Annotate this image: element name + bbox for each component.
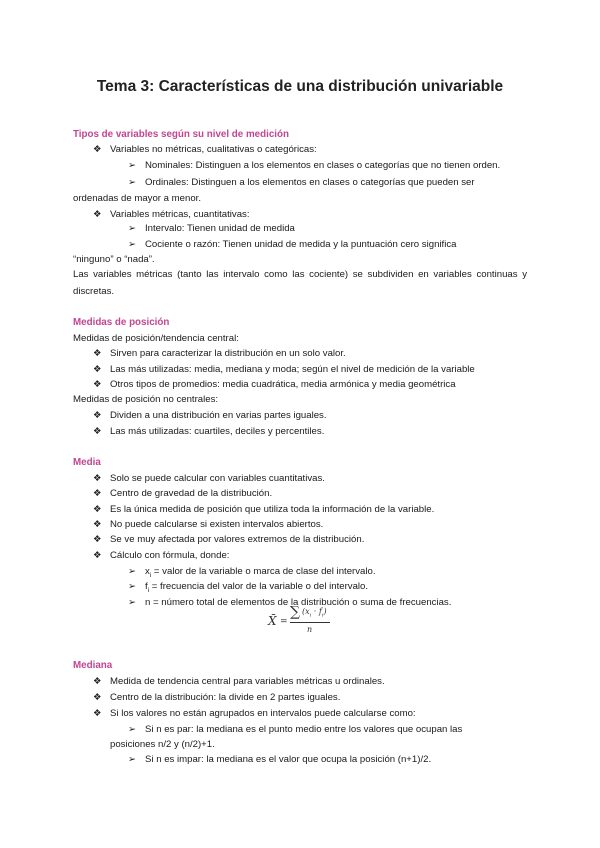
- bullet-diamond-icon: ❖: [93, 550, 102, 561]
- bullet-diamond-icon: ❖: [93, 488, 102, 499]
- list-item: No puede calcularse si existen intervalos abiertos.: [110, 519, 324, 530]
- arrow-bullet-icon: ➢: [128, 160, 136, 171]
- list-item: Medida de tendencia central para variables métricas u ordinales.: [110, 676, 385, 687]
- arrow-bullet-icon: ➢: [128, 223, 136, 234]
- bullet-diamond-icon: ❖: [93, 504, 102, 515]
- arrow-bullet-icon: ➢: [128, 724, 136, 735]
- paragraph-continuation: discretas.: [73, 286, 115, 297]
- list-item: Variables no métricas, cualitativas o categóricas:: [110, 144, 317, 155]
- list-item: Nominales: Distinguen a los elementos en clases o categorías que no tienen orden.: [145, 160, 501, 171]
- bullet-diamond-icon: ❖: [93, 534, 102, 545]
- list-item: Centro de la distribución: la divide en 2 partes iguales.: [110, 692, 341, 703]
- arrow-bullet-icon: ➢: [128, 566, 136, 577]
- list-item: Cálculo con fórmula, donde:: [110, 550, 230, 561]
- list-item: Cociente o razón: Tienen unidad de medida y la puntuación cero significa: [145, 239, 457, 250]
- list-item: Ordinales: Distinguen a los elementos en clases o categorías que pueden ser: [145, 177, 475, 188]
- list-item: Intervalo: Tienen unidad de medida: [145, 223, 295, 234]
- subheading: Medidas de posición/tendencia central:: [73, 333, 239, 344]
- bullet-diamond-icon: ❖: [93, 410, 102, 421]
- section-heading-tipos-variables: Tipos de variables según su nivel de medición: [73, 129, 289, 140]
- list-item: Si n es impar: la mediana es el valor que ocupa la posición (n+1)/2.: [145, 754, 432, 765]
- bullet-diamond-icon: ❖: [93, 708, 102, 719]
- formula-equals: =: [280, 617, 288, 627]
- list-item: Si los valores no están agrupados en intervalos puede calcularse como:: [110, 708, 416, 719]
- list-item: Centro de gravedad de la distribución.: [110, 488, 273, 499]
- formula-fraction-bar: [290, 622, 330, 623]
- list-item-continuation: “ninguno” o “nada”.: [73, 254, 155, 265]
- bullet-diamond-icon: ❖: [93, 348, 102, 359]
- bullet-diamond-icon: ❖: [93, 364, 102, 375]
- section-heading-mediana: Mediana: [73, 660, 113, 671]
- list-item: $f_i$ = frecuencia del valor de la variable o del intervalo.: [145, 581, 369, 594]
- arrow-bullet-icon: ➢: [128, 597, 136, 608]
- list-item: Si n es par: la mediana es el punto medio entre los valores que ocupan las: [145, 724, 463, 735]
- bullet-diamond-icon: ❖: [93, 519, 102, 530]
- list-item: Otros tipos de promedios: media cuadrática, media armónica y media geométrica: [110, 379, 456, 390]
- formula-numerator: $(x_i \cdot f_i)$: [302, 607, 327, 619]
- formula-lhs: X̄: [268, 614, 277, 628]
- bullet-diamond-icon: ❖: [93, 426, 102, 437]
- formula-denominator: n: [307, 625, 313, 634]
- formula-sum-icon: ∑: [290, 604, 300, 620]
- arrow-bullet-icon: ➢: [128, 239, 136, 250]
- list-item: Variables métricas, cuantitativas:: [110, 209, 250, 220]
- section-heading-medidas-posicion: Medidas de posición: [73, 317, 170, 328]
- arrow-bullet-icon: ➢: [128, 177, 136, 188]
- list-item: Dividen a una distribución en varias partes iguales.: [110, 410, 327, 421]
- bullet-diamond-icon: ❖: [93, 144, 102, 155]
- list-item: Se ve muy afectada por valores extremos de la distribución.: [110, 534, 365, 545]
- bullet-diamond-icon: ❖: [93, 379, 102, 390]
- bullet-diamond-icon: ❖: [93, 473, 102, 484]
- page-title: Tema 3: Características de una distribución univariable: [96, 78, 504, 95]
- list-item: Las más utilizadas: cuartiles, deciles y percentiles.: [110, 426, 325, 437]
- bullet-diamond-icon: ❖: [93, 676, 102, 687]
- list-item: Es la única medida de posición que utiliza toda la información de la variable.: [110, 504, 435, 515]
- list-item-continuation: posiciones n/2 y (n/2)+1.: [110, 739, 215, 750]
- list-item: $x_i$ = valor de la variable o marca de clase del intervalo.: [145, 566, 376, 579]
- list-item: n = número total de elementos de la distribución o suma de frecuencias.: [145, 597, 452, 608]
- arrow-bullet-icon: ➢: [128, 754, 136, 765]
- mean-formula: [268, 606, 338, 640]
- subheading: Medidas de posición no centrales:: [73, 394, 219, 405]
- list-item-continuation: ordenadas de mayor a menor.: [73, 193, 201, 204]
- section-heading-media: Media: [73, 457, 101, 468]
- list-item: Las más utilizadas: media, mediana y moda; según el nivel de medición de la variable: [110, 364, 475, 375]
- bullet-diamond-icon: ❖: [93, 692, 102, 703]
- paragraph: Las variables métricas (tanto las intervalo como las cociente) se subdividen en variables continuas y: [73, 269, 527, 280]
- list-item: Sirven para caracterizar la distribución en un solo valor.: [110, 348, 346, 359]
- bullet-diamond-icon: ❖: [93, 209, 102, 220]
- list-item: Solo se puede calcular con variables cuantitativas.: [110, 473, 325, 484]
- arrow-bullet-icon: ➢: [128, 581, 136, 592]
